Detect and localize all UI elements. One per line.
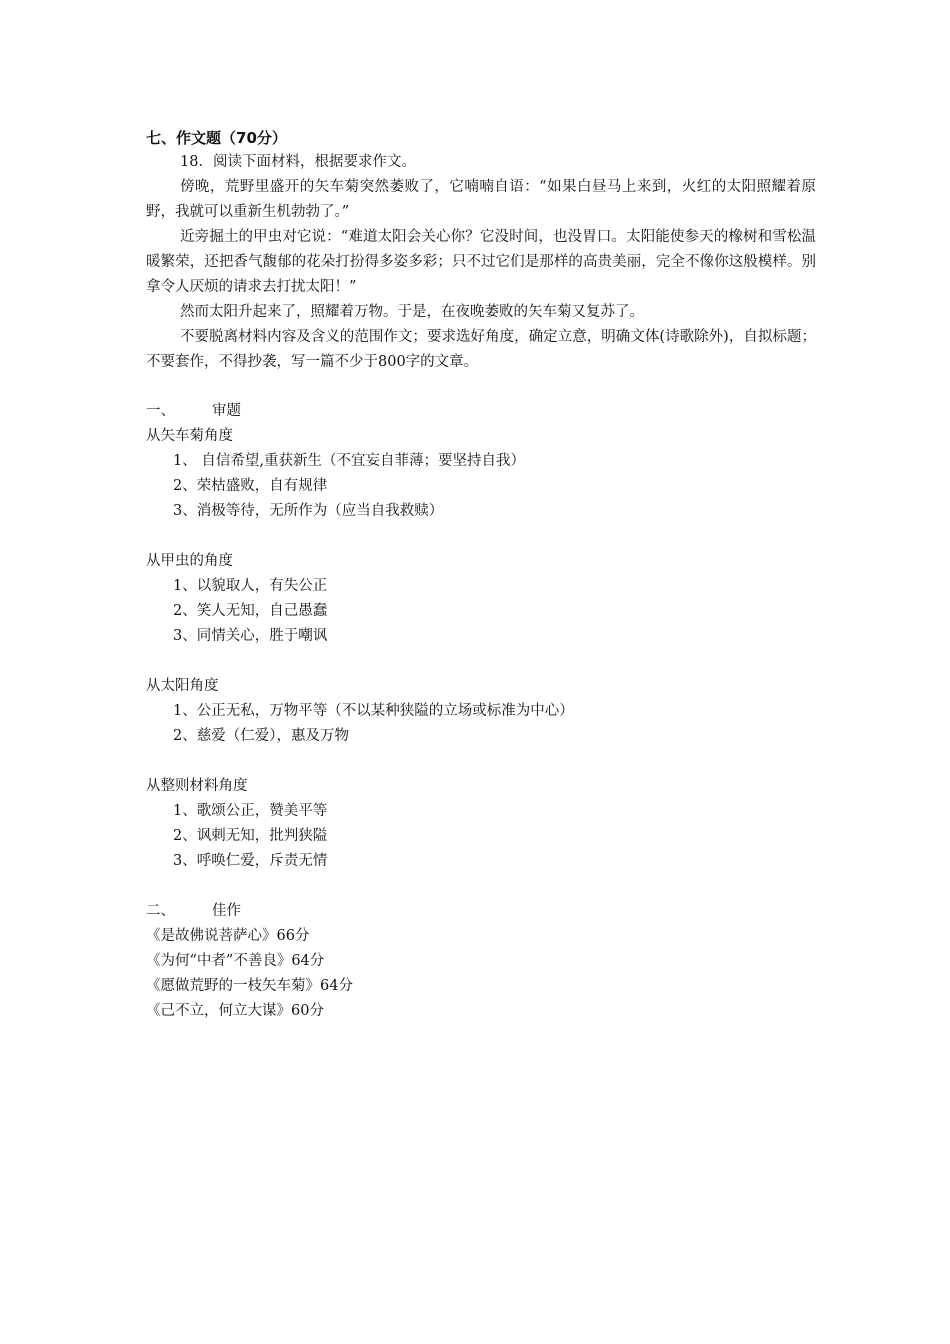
list-item: 2、荣枯盛败，自有规律 (173, 478, 328, 494)
material-paragraph-1: 傍晚，荒野里盛开的矢车菊突然萎败了，它喃喃自语：“如果白昼马上来到，火红的太阳照耀着原野，我就可以重新生机勃勃了。” (146, 179, 816, 220)
group-label: 从太阳角度 (146, 678, 219, 694)
works-list (146, 924, 816, 1024)
work-title: 《为何“中者”不善良》64分 (146, 953, 325, 969)
material-paragraph-2: 近旁掘土的甲虫对它说：“难道太阳会关心你？它没时间，也没胃口。太阳能使参天的橡树和雪松温暖繁荣，还把香气馥郁的花朵打扮得多姿多彩；只不过它们是那样的高贵美丽，完全不像你这般模样。别拿令人厌烦的请求去打扰太阳！” (146, 229, 816, 295)
group-label: 从整则材料角度 (146, 778, 248, 794)
work-title: 《己不立，何立大谋》60分 (146, 1003, 324, 1019)
writing-requirements: 不要脱离材料内容及含义的范围作文；要求选好角度，确定立意，明确文体(诗歌除外)，自拟标题；不要套作，不得抄袭，写一篇不少于800字的文章。 (146, 329, 816, 370)
list-item: 3、同情关心，胜于嘲讽 (173, 628, 328, 644)
work-title: 《是故佛说菩萨心》66分 (146, 928, 310, 944)
group-label: 从矢车菊角度 (146, 428, 233, 444)
question-number-line: 18．阅读下面材料，根据要求作文。 (180, 154, 416, 170)
section-number: 二、 (146, 903, 175, 919)
section-label: 审题 (212, 403, 241, 419)
list-item: 1、歌颂公正，赞美平等 (173, 803, 328, 819)
list-item: 2、慈爱（仁爱），惠及万物 (173, 728, 349, 744)
section-title-works (146, 899, 816, 924)
list-item: 1、 自信希望,重获新生（不宜妄自菲薄；要坚持自我） (173, 453, 525, 469)
list-item: 3、呼唤仁爱，斥责无情 (173, 853, 328, 869)
list-item: 1、以貌取人，有失公正 (173, 578, 328, 594)
work-title: 《愿做荒野的一枝矢车菊》64分 (146, 978, 353, 994)
list-item: 2、笑人无知，自己愚蠢 (173, 603, 328, 619)
section-number: 一、 (146, 403, 175, 419)
list-item: 1、公正无私，万物平等（不以某种狭隘的立场或标准为中心） (173, 703, 574, 719)
list-item: 2、讽刺无知，批判狭隘 (173, 828, 328, 844)
section-title-analysis (146, 399, 816, 424)
list-item: 3、消极等待，无所作为（应当自我救赎） (173, 503, 444, 519)
group-label: 从甲虫的角度 (146, 553, 233, 569)
material-paragraph-3: 然而太阳升起来了，照耀着万物。于是，在夜晚萎败的矢车菊又复苏了。 (180, 304, 644, 320)
section-heading: 七、作文题（70分） (146, 129, 287, 147)
section-label: 佳作 (212, 903, 241, 919)
document-page (146, 126, 816, 1024)
